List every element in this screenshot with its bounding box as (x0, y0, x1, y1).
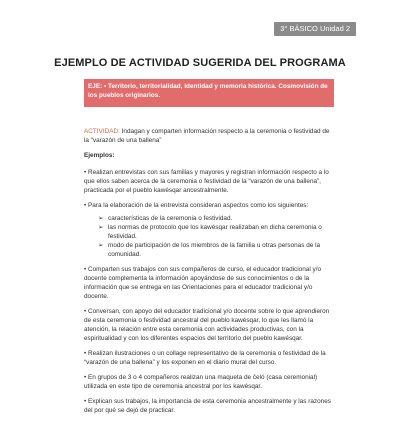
arrow-bullet-icon: ➢ (98, 242, 104, 249)
page-title: EJEMPLO DE ACTIVIDAD SUGERIDA DEL PROGRAMA (54, 57, 346, 69)
list-item (98, 241, 334, 259)
grade-unit-badge: 3° BÁSICO Unidad 2 (274, 22, 356, 36)
examples-heading: Ejemplos: (84, 152, 115, 159)
list-item-text: modo de participación de los miembros de la familia u otras personas de la comunidad. (108, 242, 321, 258)
bullet-paragraph: • Realizan ilustraciones o un collage representativo de la ceremonia o festividad de la “varazón de una ballena” y los exponen en el diario mural del curso. (84, 350, 326, 366)
activity-paragraph (84, 127, 334, 145)
bullet-paragraph: • Comparten sus trabajos con sus compañeros de curso, el educador tradicional y/o docente complementa la información apoyándose de sus conocimientos o de la información que se entrega en las Orientaciones para el educador tradicional y/o docente. (84, 266, 322, 300)
activity-content (84, 127, 334, 421)
aspects-list (98, 214, 334, 259)
activity-label: ACTIVIDAD: (84, 128, 120, 135)
arrow-bullet-icon: ➢ (98, 215, 104, 222)
eje-box (84, 79, 334, 107)
arrow-bullet-icon: ➢ (98, 224, 104, 231)
list-item-text: características de la ceremonia o festividad. (108, 215, 233, 222)
eje-text: • Territorio, territorialidad, identidad y memoria histórica. Cosmovisión de los pueblos originarios. (88, 83, 328, 99)
bullet-paragraph: • En grupos de 3 o 4 compañeros realizan una maqueta de čeló (casa ceremonial) utilizada en este tipo de ceremonia ancestral por los kawésqar. (84, 374, 318, 390)
bullet-paragraph: • Realizan entrevistas con sus familias y mayores y registran información respecto a lo que ellos saben acerca de la ceremonia o festividad de la “varazón de una ballena”, practicada por el pueblo kawésqar ancestralmente. (84, 169, 329, 194)
bullet-paragraph: • Conversan, con apoyo del educador tradicional y/o docente sobre lo que aprendieron de esta ceremonia o festividad ancestral del pueblo kawésqar, lo que les llamó la atención, la relación entre esta ceremonia con actividades productivas, con la espiritualidad y con los diferentes espacios del territorio del pueblo kawésqar. (84, 308, 330, 342)
bullet-paragraph: • Para la elaboración de la entrevista consideran aspectos como los siguientes: (84, 202, 309, 209)
list-item-text: las normas de protocolo que los kawésqar realizaban en dicha ceremonia o festividad. (108, 224, 322, 240)
list-item (98, 223, 334, 241)
list-item (98, 214, 334, 223)
activity-text: Indagan y comparten información respecto a la ceremonia o festividad de la “varazón de una ballena” (84, 128, 330, 144)
eje-label: EJE: (88, 83, 103, 90)
bullet-paragraph: • Explican sus trabajos, la importancia de esta ceremonia ancestralmente y las razones del por qué se dejó de practicar. (84, 398, 331, 414)
